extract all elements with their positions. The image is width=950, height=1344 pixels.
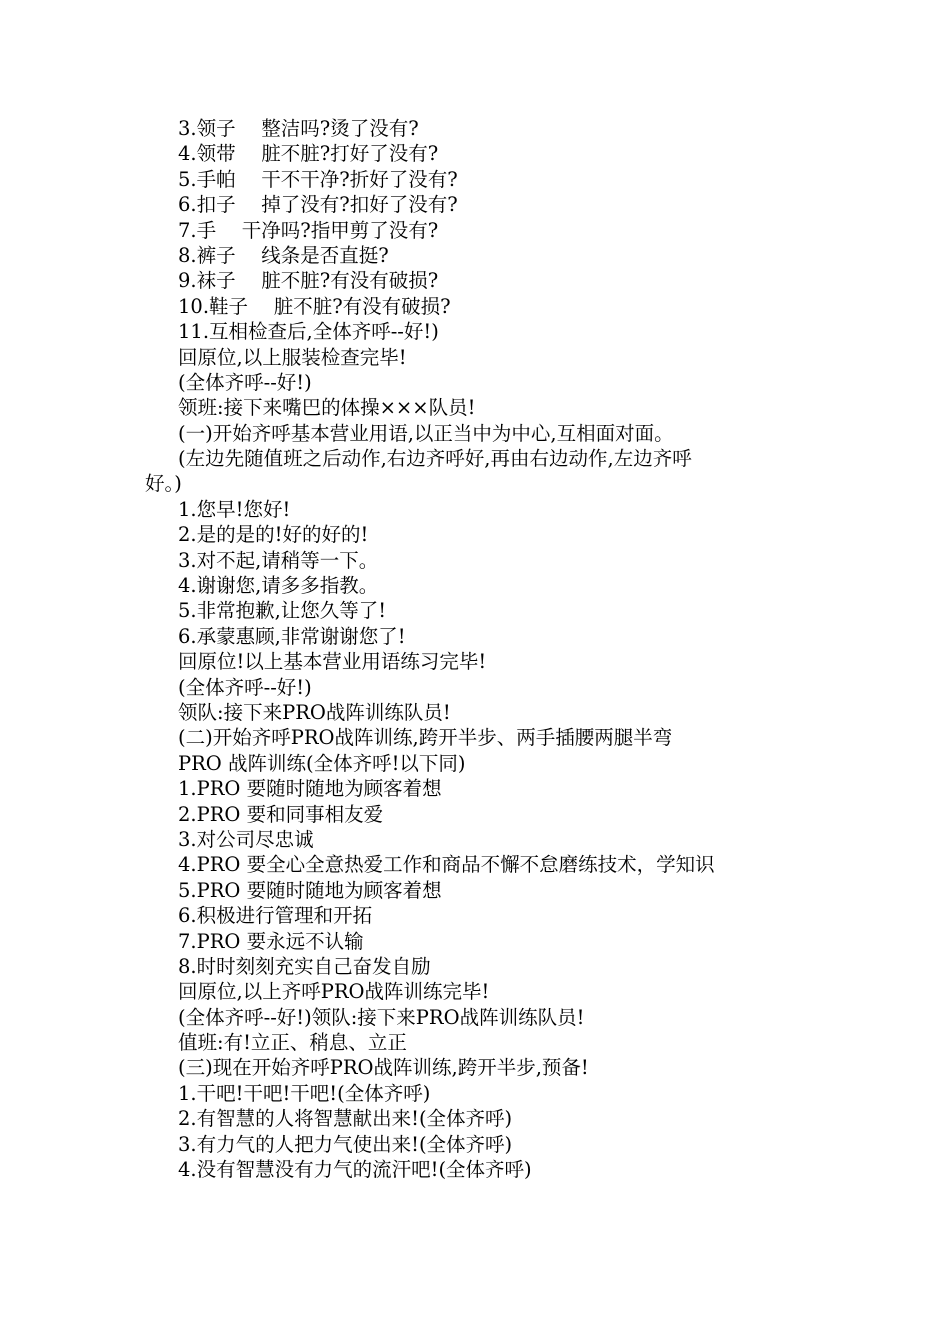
text-line: 回原位!以上基本营业用语练习完毕! xyxy=(178,650,487,674)
text-line: 4.没有智慧没有力气的流汗吧!(全体齐呼) xyxy=(178,1158,532,1182)
text-line: 2.是的是的!好的好的! xyxy=(178,523,369,547)
text-line: 10.鞋子 脏不脏?有没有破损? xyxy=(178,294,451,318)
text-line: 6.承蒙惠顾,非常谢谢您了! xyxy=(178,624,406,648)
text-line: 2.有智慧的人将智慧献出来!(全体齐呼) xyxy=(178,1107,513,1131)
text-line: PRO 战阵训练(全体齐呼!以下同) xyxy=(178,751,466,775)
text-line: 8.裤子 线条是否直挺? xyxy=(178,243,389,267)
text-line: 2.PRO 要和同事相友爱 xyxy=(178,802,384,826)
text-line: (二)开始齐呼PRO战阵训练,跨开半步、两手插腰两腿半弯 xyxy=(178,726,673,750)
text-line: 11.互相检查后,全体齐呼--好!) xyxy=(178,320,439,344)
text-line: 3.领子 整洁吗?烫了没有? xyxy=(178,117,419,140)
text-line: 4.PRO 要全心全意热爱工作和商品不懈不怠磨练技术，学知识 xyxy=(178,853,715,877)
text-line: 4.领带 脏不脏?打好了没有? xyxy=(178,142,439,166)
text-line: 领队:接下来PRO战阵训练队员! xyxy=(178,700,451,724)
text-line: (全体齐呼--好!) xyxy=(178,675,312,699)
text-line: 1.PRO 要随时随地为顾客着想 xyxy=(178,777,442,801)
text-line: 9.袜子 脏不脏?有没有破损? xyxy=(178,269,439,293)
text-line: 7.PRO 要永远不认输 xyxy=(178,929,364,953)
text-line: (全体齐呼--好!)领队:接下来PRO战阵训练队员! xyxy=(178,1005,585,1029)
text-line: 好。) xyxy=(145,472,182,496)
text-line: 1.干吧!干吧!干吧!(全体齐呼) xyxy=(178,1081,431,1105)
text-line: 3.对不起,请稍等一下。 xyxy=(178,548,379,572)
text-line: 6.积极进行管理和开拓 xyxy=(178,904,373,928)
text-line: 回原位,以上齐呼PRO战阵训练完毕! xyxy=(178,980,490,1004)
text-line: (左边先随值班之后动作,右边齐呼好,再由右边动作,左边齐呼 xyxy=(178,447,692,471)
text-line: 值班:有!立正、稍息、立正 xyxy=(178,1031,407,1055)
document-body xyxy=(145,116,825,1182)
text-line: 6.扣子 掉了没有?扣好了没有? xyxy=(178,193,458,217)
text-line: 8.时时刻刻充实自己奋发自励 xyxy=(178,954,431,978)
text-line: 回原位,以上服装检查完毕! xyxy=(178,345,407,369)
text-line: 3.有力气的人把力气使出来!(全体齐呼) xyxy=(178,1132,513,1156)
text-line: 7.手 干净吗?指甲剪了没有? xyxy=(178,218,439,242)
text-line: 1.您早!您好! xyxy=(178,497,291,521)
text-line: 4.谢谢您,请多多指教。 xyxy=(178,574,379,598)
text-line: (一)开始齐呼基本营业用语,以正当中为中心,互相面对面。 xyxy=(178,421,674,445)
text-line: 领班:接下来嘴巴的体操×××队员! xyxy=(178,396,476,420)
text-line: 5.手帕 干不干净?折好了没有? xyxy=(178,167,458,191)
text-line: 5.PRO 要随时随地为顾客着想 xyxy=(178,878,442,902)
text-line: 3.对公司尽忠诚 xyxy=(178,827,314,851)
text-line: (全体齐呼--好!) xyxy=(178,370,312,394)
text-line: (三)现在开始齐呼PRO战阵训练,跨开半步,预备! xyxy=(178,1056,589,1080)
text-line: 5.非常抱歉,让您久等了! xyxy=(178,599,387,623)
